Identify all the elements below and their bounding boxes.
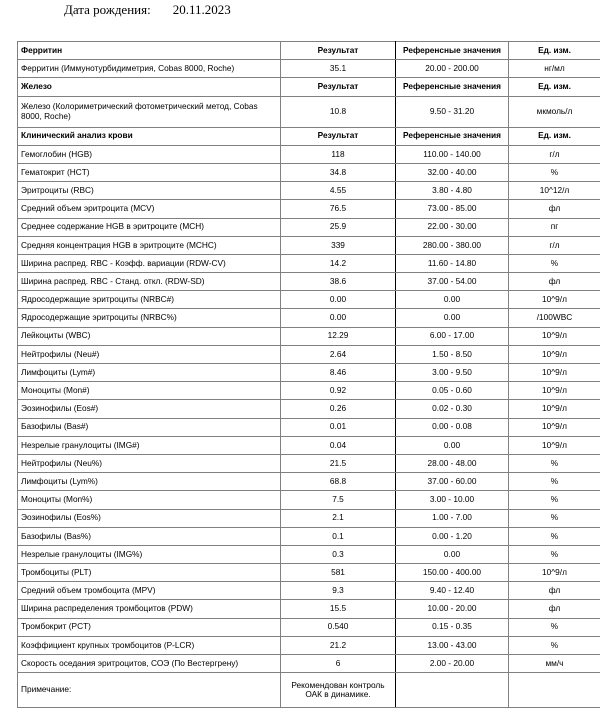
unit: 10^9/л bbox=[509, 418, 600, 436]
reference-range: 13.00 - 43.00 bbox=[396, 636, 509, 654]
test-name: Лейкоциты (WBC) bbox=[18, 327, 281, 345]
unit: г/л bbox=[509, 145, 600, 163]
test-result: 8.46 bbox=[281, 364, 396, 382]
section-title: Ферритин bbox=[18, 42, 281, 60]
section-header bbox=[18, 42, 600, 60]
table-row bbox=[18, 145, 600, 163]
unit: фл bbox=[509, 273, 600, 291]
dob-value: 20.11.2023 bbox=[173, 2, 231, 17]
test-result: 0.3 bbox=[281, 545, 396, 563]
test-result: 339 bbox=[281, 236, 396, 254]
test-result: 0.04 bbox=[281, 436, 396, 454]
unit: фл bbox=[509, 200, 600, 218]
test-name: Коэффициент крупных тромбоцитов (P-LCR) bbox=[18, 636, 281, 654]
unit: % bbox=[509, 527, 600, 545]
reference-range: 3.80 - 4.80 bbox=[396, 182, 509, 200]
reference-range: 2.00 - 20.00 bbox=[396, 655, 509, 673]
column-header-unit: Ед. изм. bbox=[509, 78, 600, 96]
test-result: 15.5 bbox=[281, 600, 396, 618]
note-empty-cell bbox=[509, 673, 600, 708]
table-row bbox=[18, 473, 600, 491]
table-row bbox=[18, 509, 600, 527]
unit: нг/мл bbox=[509, 60, 600, 78]
test-name: Нейтрофилы (Neu#) bbox=[18, 345, 281, 363]
reference-range: 0.00 bbox=[396, 436, 509, 454]
table-row bbox=[18, 200, 600, 218]
note-row bbox=[18, 673, 600, 708]
unit: фл bbox=[509, 600, 600, 618]
table-row bbox=[18, 345, 600, 363]
unit: фл bbox=[509, 582, 600, 600]
test-name: Эритроциты (RBC) bbox=[18, 182, 281, 200]
test-result: 38.6 bbox=[281, 273, 396, 291]
unit: г/л bbox=[509, 236, 600, 254]
test-name: Тромбокрит (PCT) bbox=[18, 618, 281, 636]
section-header bbox=[18, 127, 600, 145]
table-row bbox=[18, 291, 600, 309]
test-result: 0.26 bbox=[281, 400, 396, 418]
unit: % bbox=[509, 163, 600, 181]
unit: % bbox=[509, 545, 600, 563]
table-row bbox=[18, 454, 600, 472]
test-name: Лимфоциты (Lym#) bbox=[18, 364, 281, 382]
unit: 10^12/л bbox=[509, 182, 600, 200]
test-result: 0.92 bbox=[281, 382, 396, 400]
test-result: 118 bbox=[281, 145, 396, 163]
test-result: 21.2 bbox=[281, 636, 396, 654]
test-result: 21.5 bbox=[281, 454, 396, 472]
table-row bbox=[18, 182, 600, 200]
column-header-result: Результат bbox=[281, 42, 396, 60]
unit: % bbox=[509, 254, 600, 272]
test-name: Тромбоциты (PLT) bbox=[18, 564, 281, 582]
table-row bbox=[18, 96, 600, 127]
reference-range: 37.00 - 60.00 bbox=[396, 473, 509, 491]
dob-label: Дата рождения: bbox=[64, 2, 151, 17]
reference-range: 0.05 - 0.60 bbox=[396, 382, 509, 400]
test-name: Средняя концентрация HGB в эритроците (MCHC) bbox=[18, 236, 281, 254]
table-row bbox=[18, 600, 600, 618]
test-name: Моноциты (Mon#) bbox=[18, 382, 281, 400]
test-result: 2.1 bbox=[281, 509, 396, 527]
unit: 10^9/л bbox=[509, 400, 600, 418]
test-name: Ядросодержащие эритроциты (NRBC%) bbox=[18, 309, 281, 327]
table-row bbox=[18, 418, 600, 436]
test-result: 581 bbox=[281, 564, 396, 582]
column-header-reference: Референсные значения bbox=[396, 78, 509, 96]
test-name: Эозинофилы (Eos#) bbox=[18, 400, 281, 418]
unit: /100WBC bbox=[509, 309, 600, 327]
reference-range: 9.40 - 12.40 bbox=[396, 582, 509, 600]
reference-range: 1.00 - 7.00 bbox=[396, 509, 509, 527]
test-name: Ширина распред. RBC - Коэфф. вариации (RDW-CV) bbox=[18, 254, 281, 272]
unit: 10^9/л bbox=[509, 364, 600, 382]
test-name: Ферритин (Иммунотурбидиметрия, Cobas 8000, Roche) bbox=[18, 60, 281, 78]
test-name: Гематокрит (HCT) bbox=[18, 163, 281, 181]
unit: 10^9/л bbox=[509, 436, 600, 454]
test-name: Нейтрофилы (Neu%) bbox=[18, 454, 281, 472]
table-row bbox=[18, 218, 600, 236]
unit: % bbox=[509, 618, 600, 636]
test-result: 35.1 bbox=[281, 60, 396, 78]
test-result: 25.9 bbox=[281, 218, 396, 236]
reference-range: 0.02 - 0.30 bbox=[396, 400, 509, 418]
test-result: 0.01 bbox=[281, 418, 396, 436]
table-row bbox=[18, 527, 600, 545]
table-row bbox=[18, 436, 600, 454]
table-row bbox=[18, 309, 600, 327]
section-title: Железо bbox=[18, 78, 281, 96]
column-header-unit: Ед. изм. bbox=[509, 42, 600, 60]
lab-results-table bbox=[17, 41, 600, 708]
test-name: Железо (Колориметрический фотометрический метод, Cobas 8000, Roche) bbox=[18, 96, 281, 127]
reference-range: 3.00 - 9.50 bbox=[396, 364, 509, 382]
reference-range: 0.15 - 0.35 bbox=[396, 618, 509, 636]
test-result: 0.1 bbox=[281, 527, 396, 545]
reference-range: 0.00 - 1.20 bbox=[396, 527, 509, 545]
table-row bbox=[18, 582, 600, 600]
test-result: 34.8 bbox=[281, 163, 396, 181]
unit: мкмоль/л bbox=[509, 96, 600, 127]
test-result: 68.8 bbox=[281, 473, 396, 491]
test-name: Моноциты (Mon%) bbox=[18, 491, 281, 509]
unit: % bbox=[509, 509, 600, 527]
reference-range: 10.00 - 20.00 bbox=[396, 600, 509, 618]
test-result: 4.55 bbox=[281, 182, 396, 200]
reference-range: 110.00 - 140.00 bbox=[396, 145, 509, 163]
date-of-birth bbox=[64, 2, 231, 18]
table-row bbox=[18, 327, 600, 345]
test-name: Ширина распред. RBC - Станд. откл. (RDW-SD) bbox=[18, 273, 281, 291]
table-row bbox=[18, 364, 600, 382]
table-row bbox=[18, 636, 600, 654]
reference-range: 9.50 - 31.20 bbox=[396, 96, 509, 127]
column-header-unit: Ед. изм. bbox=[509, 127, 600, 145]
table-row bbox=[18, 60, 600, 78]
reference-range: 1.50 - 8.50 bbox=[396, 345, 509, 363]
lab-results-body bbox=[18, 42, 600, 708]
test-name: Базофилы (Bas#) bbox=[18, 418, 281, 436]
reference-range: 73.00 - 85.00 bbox=[396, 200, 509, 218]
unit: пг bbox=[509, 218, 600, 236]
table-row bbox=[18, 236, 600, 254]
test-name: Гемоглобин (HGB) bbox=[18, 145, 281, 163]
test-name: Ядросодержащие эритроциты (NRBC#) bbox=[18, 291, 281, 309]
test-name: Средний объем эритроцита (MCV) bbox=[18, 200, 281, 218]
unit: % bbox=[509, 454, 600, 472]
test-result: 9.3 bbox=[281, 582, 396, 600]
test-result: 76.5 bbox=[281, 200, 396, 218]
unit: 10^9/л bbox=[509, 291, 600, 309]
column-header-result: Результат bbox=[281, 127, 396, 145]
table-row bbox=[18, 655, 600, 673]
test-name: Незрелые гранулоциты (IMG%) bbox=[18, 545, 281, 563]
test-name: Лимфоциты (Lym%) bbox=[18, 473, 281, 491]
test-result: 0.540 bbox=[281, 618, 396, 636]
column-header-result: Результат bbox=[281, 78, 396, 96]
reference-range: 280.00 - 380.00 bbox=[396, 236, 509, 254]
table-row bbox=[18, 163, 600, 181]
unit: мм/ч bbox=[509, 655, 600, 673]
reference-range: 28.00 - 48.00 bbox=[396, 454, 509, 472]
unit: 10^9/л bbox=[509, 564, 600, 582]
reference-range: 0.00 bbox=[396, 291, 509, 309]
unit: 10^9/л bbox=[509, 327, 600, 345]
test-result: 0.00 bbox=[281, 291, 396, 309]
reference-range: 0.00 - 0.08 bbox=[396, 418, 509, 436]
test-result: 10.8 bbox=[281, 96, 396, 127]
unit: % bbox=[509, 473, 600, 491]
test-result: 7.5 bbox=[281, 491, 396, 509]
table-row bbox=[18, 382, 600, 400]
test-name: Средний объем тромбоцита (MPV) bbox=[18, 582, 281, 600]
note-text: Рекомендован контроль ОАК в динамике. bbox=[281, 673, 396, 708]
reference-range: 22.00 - 30.00 bbox=[396, 218, 509, 236]
note-empty-cell bbox=[396, 673, 509, 708]
table-row bbox=[18, 618, 600, 636]
test-name: Незрелые гранулоциты (IMG#) bbox=[18, 436, 281, 454]
table-row bbox=[18, 545, 600, 563]
unit: % bbox=[509, 491, 600, 509]
table-row bbox=[18, 564, 600, 582]
section-title: Клинический анализ крови bbox=[18, 127, 281, 145]
column-header-reference: Референсные значения bbox=[396, 42, 509, 60]
table-row bbox=[18, 491, 600, 509]
reference-range: 3.00 - 10.00 bbox=[396, 491, 509, 509]
test-result: 6 bbox=[281, 655, 396, 673]
reference-range: 11.60 - 14.80 bbox=[396, 254, 509, 272]
table-row bbox=[18, 400, 600, 418]
reference-range: 37.00 - 54.00 bbox=[396, 273, 509, 291]
test-name: Базофилы (Bas%) bbox=[18, 527, 281, 545]
table-row bbox=[18, 273, 600, 291]
reference-range: 6.00 - 17.00 bbox=[396, 327, 509, 345]
test-result: 14.2 bbox=[281, 254, 396, 272]
test-name: Среднее содержание HGB в эритроците (MCH) bbox=[18, 218, 281, 236]
reference-range: 0.00 bbox=[396, 545, 509, 563]
note-label: Примечание: bbox=[18, 673, 281, 708]
reference-range: 32.00 - 40.00 bbox=[396, 163, 509, 181]
test-name: Ширина распределения тромбоцитов (PDW) bbox=[18, 600, 281, 618]
column-header-reference: Референсные значения bbox=[396, 127, 509, 145]
reference-range: 150.00 - 400.00 bbox=[396, 564, 509, 582]
reference-range: 0.00 bbox=[396, 309, 509, 327]
test-result: 0.00 bbox=[281, 309, 396, 327]
test-result: 2.64 bbox=[281, 345, 396, 363]
table-row bbox=[18, 254, 600, 272]
unit: 10^9/л bbox=[509, 345, 600, 363]
test-result: 12.29 bbox=[281, 327, 396, 345]
test-name: Эозинофилы (Eos%) bbox=[18, 509, 281, 527]
section-header bbox=[18, 78, 600, 96]
test-name: Скорость оседания эритроцитов, СОЭ (По Вестергрену) bbox=[18, 655, 281, 673]
reference-range: 20.00 - 200.00 bbox=[396, 60, 509, 78]
unit: % bbox=[509, 636, 600, 654]
unit: 10^9/л bbox=[509, 382, 600, 400]
